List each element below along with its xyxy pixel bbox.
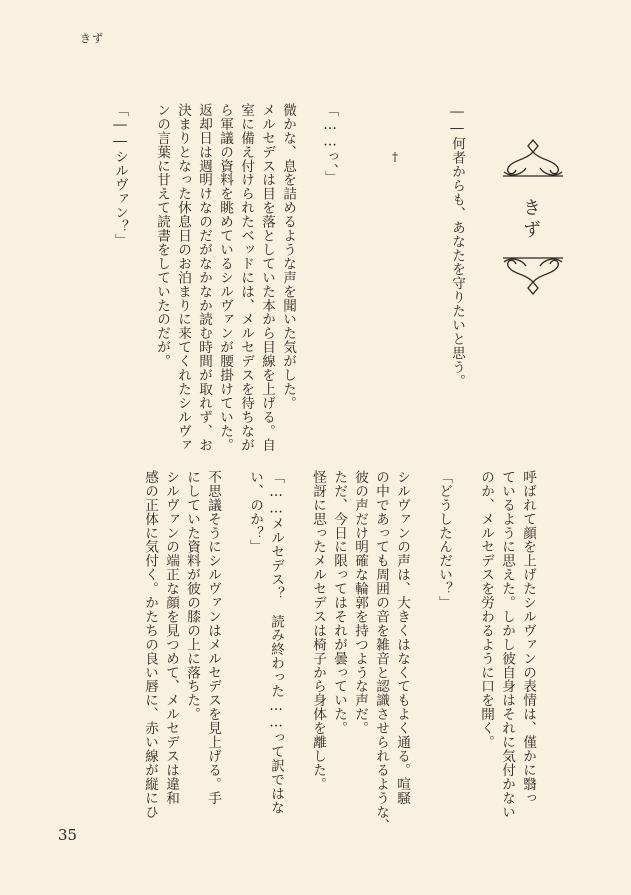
text-line xyxy=(298,103,319,468)
running-header: きず xyxy=(80,32,104,45)
text-line: ら軍議の資料を眺めているシルヴァンが腰掛けていた。 xyxy=(217,103,233,452)
text-line: 「……メルセデス？ 読み終わった……って訳ではな xyxy=(268,470,284,815)
text-line: メルセデスは目を落としていた本から目線を上げる。自 xyxy=(259,103,275,452)
text-line: にしていた資料が彼の膝の上に落ちた。 xyxy=(184,470,200,722)
text-line: ンの言葉に甘えて読書をしていたのだが。 xyxy=(154,103,170,369)
text-line xyxy=(412,470,433,830)
text-line: 「――シルヴァン？」 xyxy=(112,103,128,248)
chapter-title: きず xyxy=(520,198,541,242)
text-line: 彼の声だけ明確な輪郭を持つような声だ。 xyxy=(352,470,368,736)
text-line: 怪訝に思ったメルセデスは椅子から身体を離した。 xyxy=(310,470,326,791)
text-line: ただ、今日に限ってはそれが曇っていた。 xyxy=(331,470,347,736)
text-line xyxy=(286,470,307,830)
text-line: 室に備え付けられたベッドには、メルセデスを待ちなが xyxy=(238,103,254,452)
text-line: い、のか？」 xyxy=(247,470,263,554)
upper-text-block xyxy=(109,103,340,468)
page-number: 35 xyxy=(58,826,78,844)
text-line: 呼ばれて顔を上げたシルヴァンの表情は、僅かに翳っ xyxy=(520,470,536,805)
text-line: 「どうしたんだい？」 xyxy=(436,470,452,610)
text-line: 決まりとなった休息日のお泊まりに来てくれたシルヴァ xyxy=(175,103,191,452)
text-line: 返却日は週明けなのだがなかなか読む時間が取れず、お xyxy=(196,103,212,452)
text-line xyxy=(223,470,244,830)
text-line: 微かな、息を詰めるような声を聞いた気がした。 xyxy=(280,103,296,410)
text-line: 感の正体に気付く。かたちの良い唇に、赤い線が縦にひ xyxy=(142,470,158,819)
text-line: シルヴァンの端正な顔を見つめて、メルセデスは違和 xyxy=(163,470,179,805)
text-line: 「……っ、」 xyxy=(322,103,338,185)
lower-text-block xyxy=(139,470,538,833)
text-line: のか、メルセデスを労わるように口を開く。 xyxy=(478,470,494,749)
epigraph: ――何者からも、あなたを守りたいと思う。 xyxy=(449,104,465,388)
text-line xyxy=(130,103,151,468)
section-divider: † xyxy=(392,150,398,164)
text-line: 不思議そうにシルヴァンはメルセデスを見上げる。手 xyxy=(205,470,221,805)
text-line: シルヴァンの声は、大きくはなくてもよく通る。喧騒 xyxy=(394,470,410,805)
text-line xyxy=(454,470,475,830)
text-line: の中であっても周囲の音を雑音と認識させられるような、 xyxy=(373,470,389,833)
text-line: ているように思えた。しかし彼自身はそれに気付かない xyxy=(499,470,515,819)
